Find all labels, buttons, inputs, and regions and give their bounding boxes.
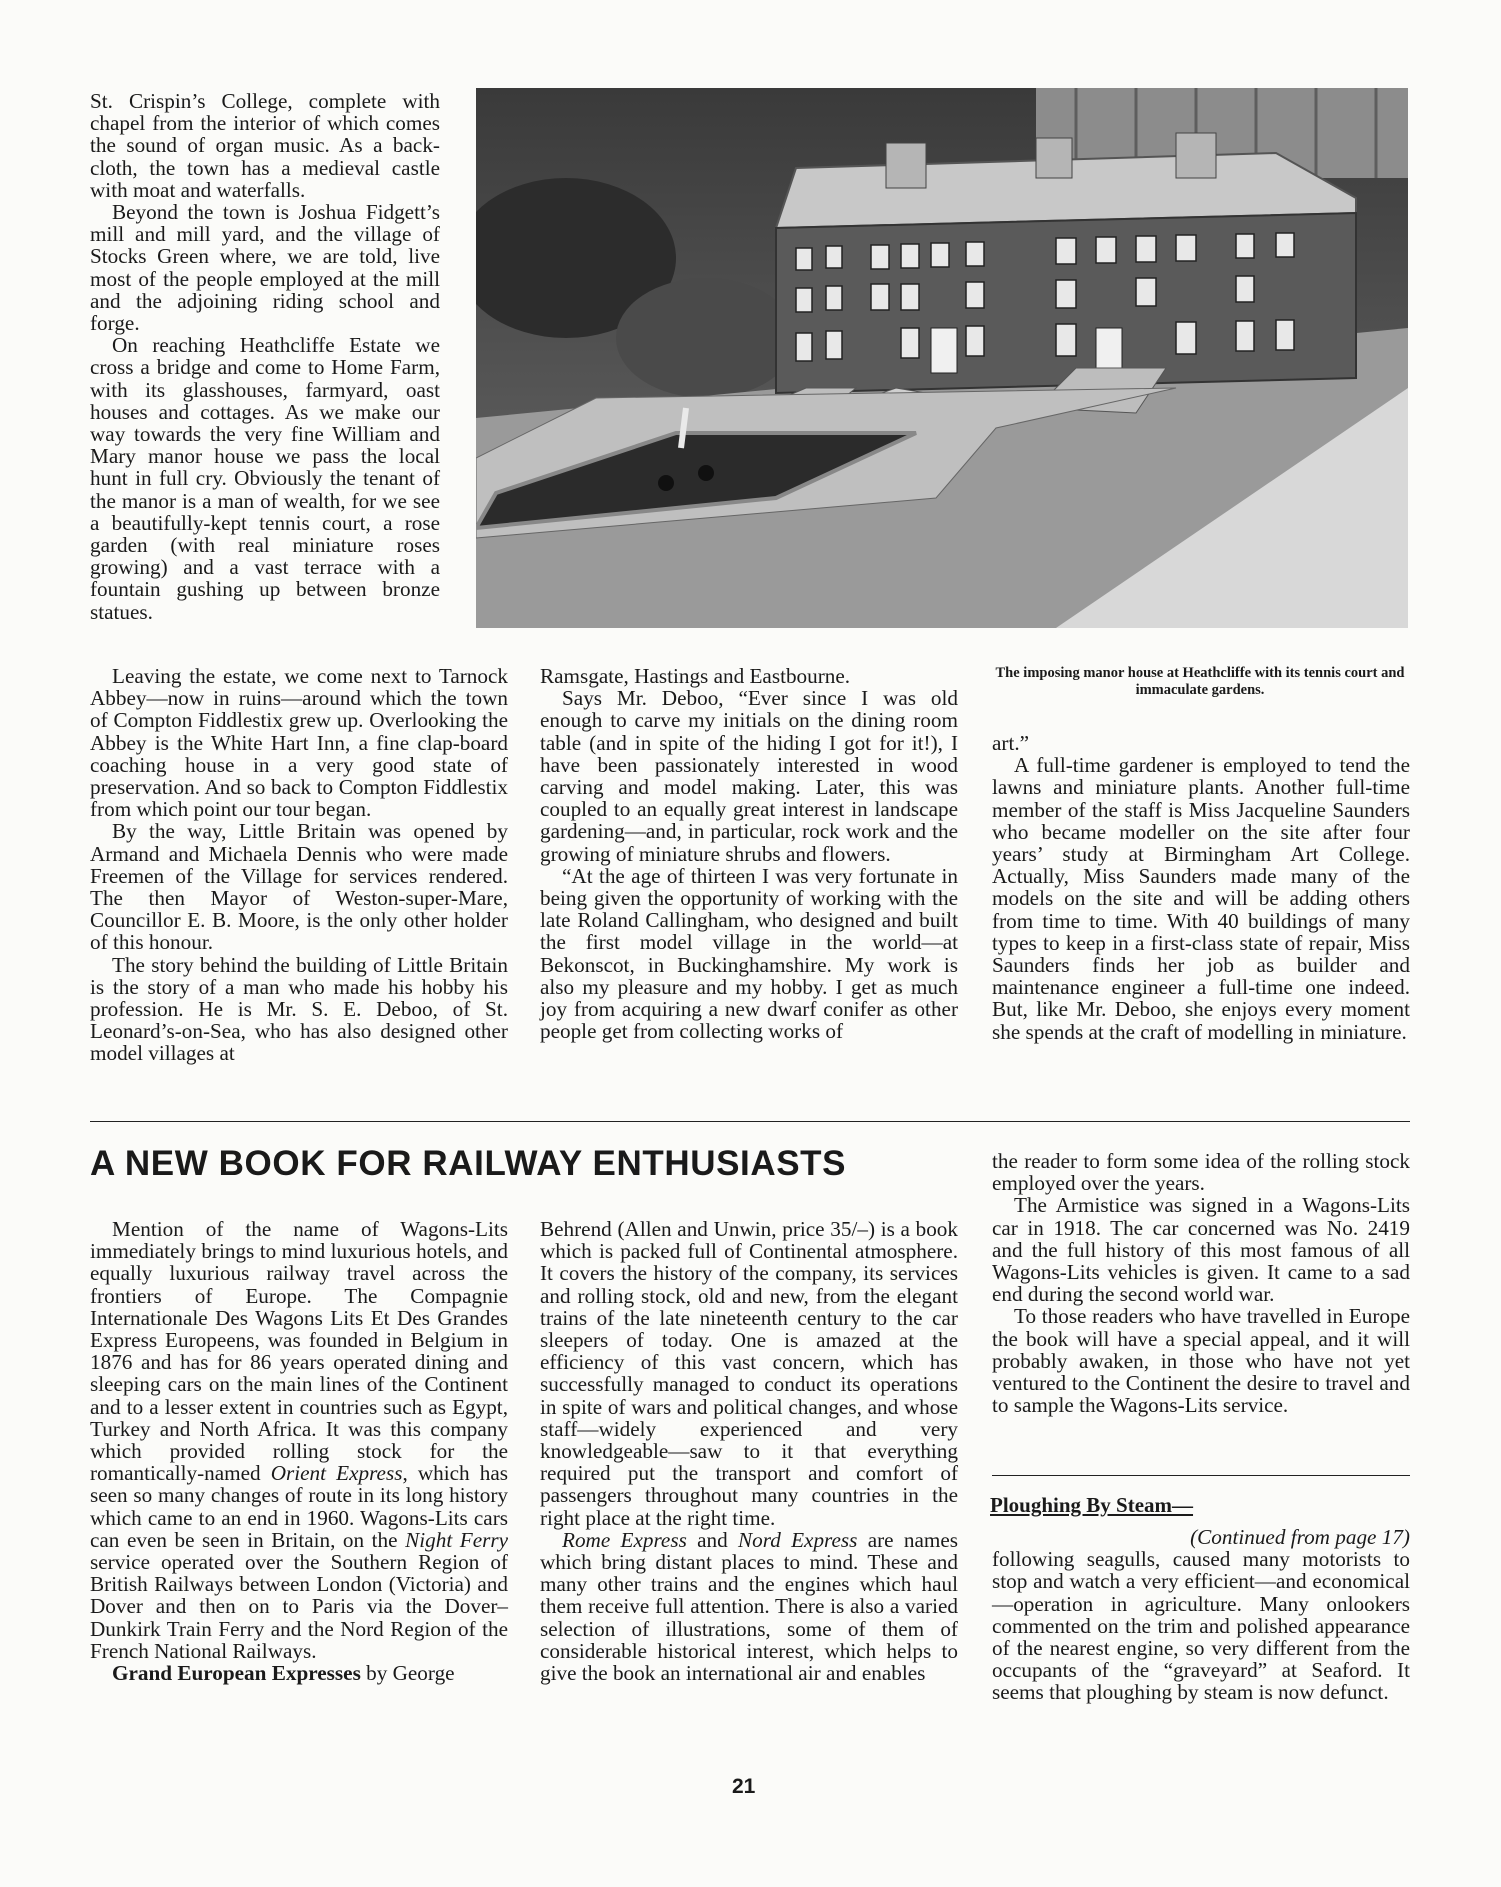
photo-caption: The imposing manor house at Heathcliffe with its tennis court and immaculate gardens. <box>995 665 1405 698</box>
book-article-column-2 <box>540 1218 958 1684</box>
paragraph: To those readers who have travelled in Europe the book will have a special appeal, and it will probably awaken, in those who have not yet ventured to the Continent the desire to travel and to sample the Wagons-Lits service. <box>992 1304 1410 1418</box>
continued-note: (Continued from page 17) <box>1190 1525 1410 1549</box>
section-divider <box>992 1475 1410 1476</box>
paragraph: Says Mr. Deboo, “Ever since I was old enough to carve my initials on the dining room table (and in spite of the hiding I got for it!), I have been passionately interested in wood carving and model making. Later, this was coupled to an equally great interest in landscape gardening—and, in particular, rock work and the growing of miniature shrubs and flowers. <box>540 686 958 866</box>
paragraph: On reaching Heathcliffe Estate we cross a bridge and come to Home Farm, with its glasshouses, farmyard, oast houses and cottages. As we make our way towards the very fine William and Mary manor house we pass the local hunt in full cry. Obviously the tenant of the manor is a man of wealth, for we see a beautifully-kept tennis court, a rose garden (with real miniature roses growing) and a vast terrace with a fountain gushing up between bronze statues. <box>90 333 440 624</box>
paragraph: The story behind the building of Little Britain is the story of a man who made his hobby his profession. He is Mr. S. E. Deboo, of St. Leonard’s-on-Sea, who has also designed other model villages at <box>90 952 508 1066</box>
paragraph: “At the age of thirteen I was very fortunate in being given the opportunity of working with the late Roland Callingham, who designed and built the first model village in the world—at Bekonscot, in Buckinghamshire. My work is also my pleasure and my hobby. I get as much joy from acquiring a new dwarf conifer as other people get from collecting works of <box>540 863 958 1044</box>
paragraph: following seagulls, caused many motorists to stop and watch a very efficient—and economical—operation in agriculture. Many onlookers commented on the trim and polished appearance of the nearest engine, so very different from the occupants of the “graveyard” at Seaford. It seems that ploughing by steam is now defunct. <box>992 1547 1410 1705</box>
paragraph: The Armistice was signed in a Wagons-Lits car in 1918. The car concerned was No. 2419 and the full history of this most famous of all Wagons-Lits vehicles is given. It came to a sad end during the second world war. <box>992 1193 1410 1307</box>
book-article-column-3 <box>992 1150 1410 1416</box>
section-divider <box>90 1121 1410 1122</box>
top-article-column-2 <box>540 665 958 1042</box>
paragraph: Rome Express and Nord Express are names which bring distant places to mind. These and many other trains and the engines which haul them receive full attention. There is also a varied selection of illustrations, some of them of considerable historical interest, which helps to give the book an international air and enables <box>540 1527 958 1686</box>
paragraph: art.” <box>992 731 1030 755</box>
paragraph: Mention of the name of Wagons-Lits immediately brings to mind luxurious hotels, and equally luxurious railway travel across the frontiers of Europe. The Compagnie Internationale Des Wagons Lits Et Des Grandes Express Europeens, was founded in Belgium in 1876 and has for 86 years operated dining and sleeping cars on the main lines of the Continent and to a lesser extent in countries such as Egypt, Turkey and North Africa. It was this company which provided rolling stock for the romantically-named Orient Express, which has seen so many changes of route in its long history which came to an end in 1960. Wagons-Lits cars can even be seen in Britain, on the Night Ferry service operated over the Southern Region of British Railways between London (Victoria) and Dover and then on to Paris via the Dover–Dunkirk Train Ferry and the Nord Region of the French National Railways. <box>90 1217 508 1663</box>
top-article-column-3 <box>992 732 1410 1043</box>
train-name: Rome Express <box>562 1527 687 1552</box>
page-number: 21 <box>732 1775 756 1798</box>
paragraph: Grand European Expresses by George <box>112 1661 455 1686</box>
article-headline: A NEW BOOK FOR RAILWAY ENTHUSIASTS <box>90 1144 847 1183</box>
ploughing-continuation <box>992 1526 1410 1704</box>
train-name: Night Ferry <box>405 1527 508 1552</box>
continuation-subhead: Ploughing By Steam— <box>990 1493 1194 1517</box>
manor-house-photo <box>476 88 1408 628</box>
paragraph: Leaving the estate, we come next to Tarnock Abbey—now in ruins—around which the town of Compton Fiddlestix grew up. Overlooking the Abbey is the White Hart Inn, a fine clap-board coaching house in a very good state of preservation. And so back to Compton Fiddlestix from which point our tour began. <box>90 664 508 822</box>
paragraph: By the way, Little Britain was opened by Armand and Michaela Dennis who were made Freemen of the Village for services rendered. The then Mayor of Weston-super-Mare, Councillor E. B. Moore, is the only other holder of this honour. <box>90 819 508 955</box>
train-name: Nord Express <box>738 1527 858 1552</box>
paragraph: A full-time gardener is employed to tend the lawns and miniature plants. Another full-time member of the staff is Miss Jacqueline Saunders who became modeller on the site after four years’ study at Birmingham Art College. Actually, Miss Saunders made many of the models on the site and will be adding others from time to time. With 40 buildings of many types to keep in a first-class state of repair, Miss Saunders finds her job as builder and maintenance engineer a full-time one indeed. But, like Mr. Deboo, she enjoys every moment she spends at the craft of modelling in miniature. <box>992 753 1410 1044</box>
paragraph: Ramsgate, Hastings and Eastbourne. <box>540 664 851 688</box>
book-title: Grand European Expresses <box>112 1661 361 1686</box>
top-article-column-1 <box>90 90 440 623</box>
train-name: Orient Express <box>270 1461 403 1486</box>
book-article-column-1 <box>90 1218 508 1684</box>
paragraph: the reader to form some idea of the rolling stock employed over the years. <box>992 1149 1410 1196</box>
paragraph: Behrend (Allen and Unwin, price 35/–) is a book which is packed full of Continental atmosphere. It covers the history of the company, its services and rolling stock, old and new, from the elegant trains of the late nineteenth century to the car sleepers of today. One is amazed at the efficiency of this vast concern, which has successfully managed to conduct its operations in spite of wars and political changes, and whose staff—widely experienced and very knowledgeable—saw to it that everything required put the transport and comfort of passengers throughout many countries in the right place at the right time. <box>540 1217 958 1530</box>
top-article-column-1-lower <box>90 665 508 1065</box>
paragraph: Beyond the town is Joshua Fidgett’s mill and mill yard, and the village of Stocks Green where, we are told, live most of the people employed at the mill and the adjoining riding school and forge. <box>90 200 440 336</box>
paragraph: St. Crispin’s College, complete with chapel from the interior of which comes the sound of organ music. As a back-cloth, the town has a medieval castle with moat and waterfalls. <box>90 89 440 202</box>
